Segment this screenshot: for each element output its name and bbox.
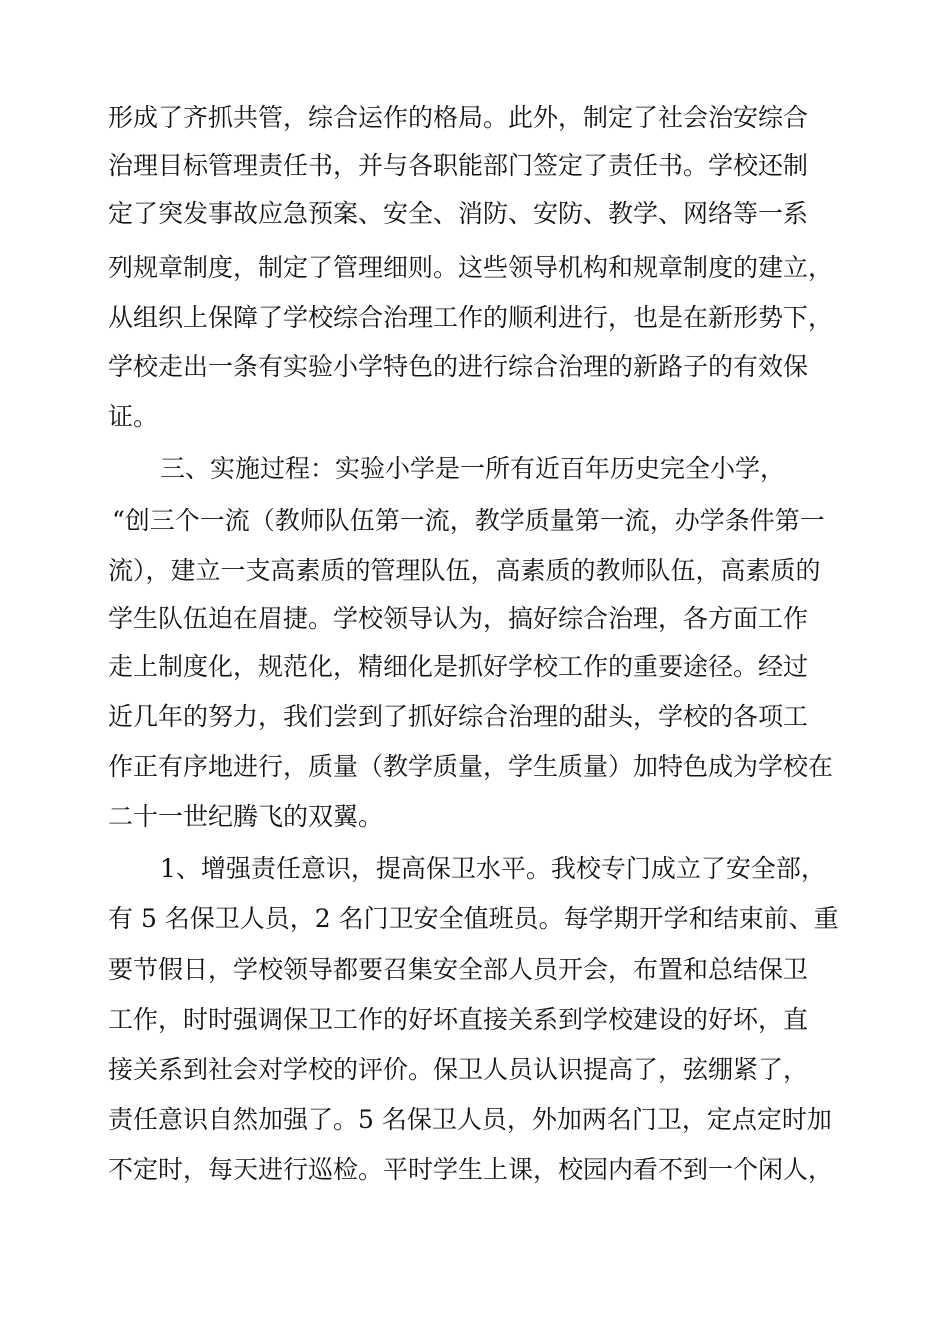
numbered-item-line: 1、增强责任意识，提高保卫水平。我校专门成立了安全部，: [160, 854, 826, 883]
text-line: 列规章制度，制定了管理细则。这些领导机构和规章制度的建立，: [108, 253, 834, 282]
text-line: 学校走出一条有实验小学特色的进行综合治理的新路子的有效保: [108, 352, 809, 381]
text-line: 治理目标管理责任书，并与各职能部门签定了责任书。学校还制: [108, 151, 809, 180]
text-line: 近几年的努力，我们尝到了抓好综合治理的甜头，学校的各项工: [108, 702, 809, 731]
section-heading-line: 三、实施过程：实验小学是一所有近百年历史完全小学，: [160, 454, 786, 483]
text-line: 接关系到社会对学校的评价。保卫人员认识提高了，弦绷紧了，: [108, 1055, 809, 1084]
text-line: 形成了齐抓共管，综合运作的格局。此外，制定了社会治安综合: [108, 103, 809, 132]
text-line: 工作，时时强调保卫工作的好坏直接关系到学校建设的好坏，直: [108, 1005, 809, 1034]
text-line: 作正有序地进行，质量（教学质量，学生质量）加特色成为学校在: [108, 752, 834, 781]
text-line: 二十一世纪腾飞的双翼。: [108, 802, 384, 831]
text-line: 从组织上保障了学校综合治理工作的顺利进行，也是在新形势下，: [108, 303, 834, 332]
text-line: 学生队伍迫在眉捷。学校领导认为，搞好综合治理，各方面工作: [108, 604, 809, 633]
text-line: “创三个一流（教师队伍第一流，教学质量第一流，办学条件第一: [112, 506, 825, 535]
text-line: 定了突发事故应急预案、安全、消防、安防、教学、网络等一系: [108, 199, 809, 228]
text-line: 要节假日，学校领导都要召集安全部人员开会，布置和总结保卫: [108, 955, 809, 984]
text-line: 不定时，每天进行巡检。平时学生上课，校园内看不到一个闲人，: [108, 1155, 834, 1184]
text-line: 走上制度化，规范化，精细化是抓好学校工作的重要途径。经过: [108, 652, 809, 681]
text-line: 责任意识自然加强了。5 名保卫人员，外加两名门卫，定点定时加: [108, 1105, 832, 1134]
text-line: 有 5 名保卫人员，2 名门卫安全值班员。每学期开学和结束前、重: [108, 904, 839, 933]
text-line: 流），建立一支高素质的管理队伍，高素质的教师队伍，高素质的: [108, 556, 821, 585]
text-line: 证。: [108, 402, 159, 431]
